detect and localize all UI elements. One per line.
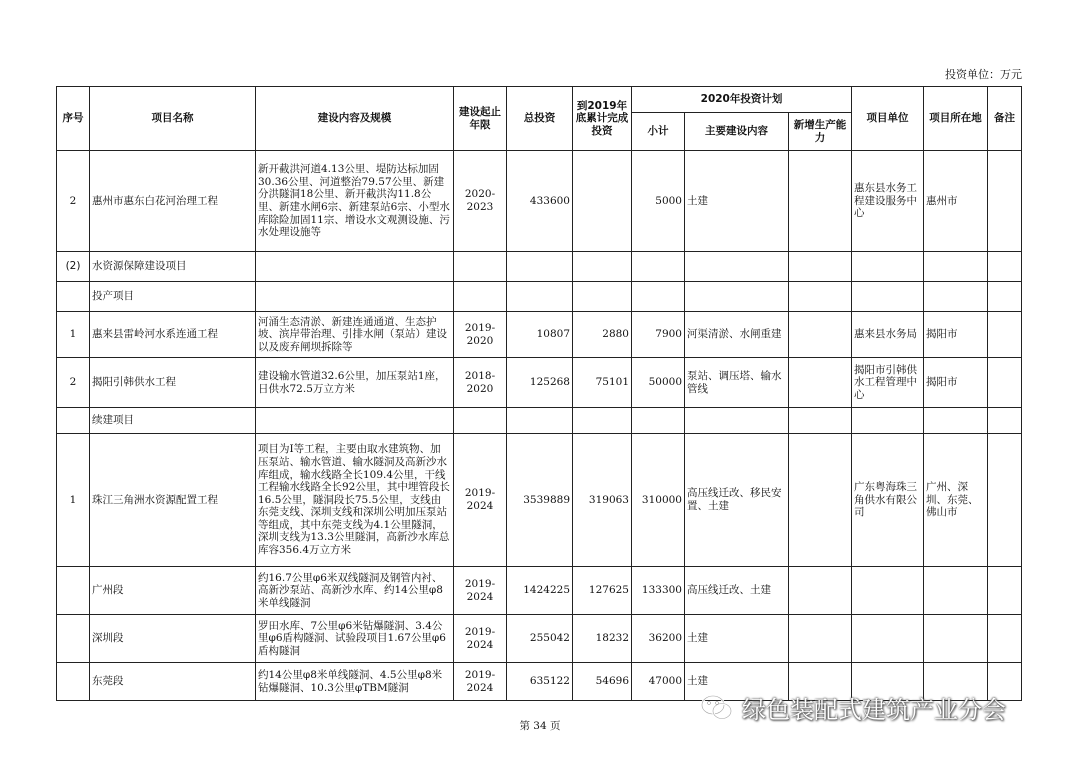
cell-location: 揭阳市	[924, 312, 988, 358]
cell-project-name: 东莞段	[90, 663, 256, 701]
cell-completed: 127625	[573, 567, 632, 615]
cell-project-name: 揭阳引韩供水工程	[90, 358, 256, 408]
cell-project-name: 深圳段	[90, 615, 256, 663]
cell-period: 2019-2024	[454, 567, 507, 615]
cell-main-content: 土建	[685, 151, 789, 252]
cell-seq: 1	[57, 312, 90, 358]
cell-period: 2019-2024	[454, 434, 507, 567]
cell-total: 433600	[507, 151, 573, 252]
cell-total: 125268	[507, 358, 573, 408]
cell-unit: 惠东县水务工程建设服务中心	[852, 151, 924, 252]
cell-unit: 惠来县水务局	[852, 312, 924, 358]
table-row	[57, 312, 1022, 358]
header-seq: 序号	[57, 87, 90, 151]
cell-main-content: 泵站、调压塔、输水管线	[685, 358, 789, 408]
cell-completed	[573, 151, 632, 252]
header-period: 建设起止年限	[454, 87, 507, 151]
cell-seq: 1	[57, 434, 90, 567]
investment-plan-table	[56, 86, 1022, 701]
table-row	[57, 567, 1022, 615]
cell-main-content: 高压线迁改、土建	[685, 567, 789, 615]
header-total: 总投资	[507, 87, 573, 151]
cell-location: 广州、深圳、东莞、佛山市	[924, 434, 988, 567]
header-new-capacity: 新增生产能力	[789, 113, 852, 151]
header-completed: 到2019年底累计完成投资	[573, 87, 632, 151]
cell-total: 1424225	[507, 567, 573, 615]
cell-remark	[988, 358, 1022, 408]
section-number: (2)	[57, 252, 90, 282]
table-row	[57, 434, 1022, 567]
cell-content: 项目为Ⅰ等工程，主要由取水建筑物、加压泵站、输水管道、输水隧洞及高新沙水库组成，输水线路全长109.4公里，干线工程输水线路全长92公里，其中埋管段长16.5公里，隧洞段长75.5公里，支线由东莞支线、深圳支线和深圳公明加压泵站等组成，其中东莞支线为4.1公里隧洞，深圳支线为13.3公里隧洞，高新沙水库总库容356.4万立方米	[256, 434, 454, 567]
cell-content: 河涌生态清淤、新建连通通道、生态护坡、滨岸带治理、引排水闸（泵站）建设以及废弃闸坝拆除等	[256, 312, 454, 358]
cell-capacity	[789, 358, 852, 408]
header-location: 项目所在地	[924, 87, 988, 151]
cell-location: 揭阳市	[924, 358, 988, 408]
subsection-title: 续建项目	[90, 408, 256, 434]
cell-completed: 18232	[573, 615, 632, 663]
page-number: 第 34 页	[519, 720, 561, 732]
subsection-row	[57, 282, 1022, 312]
cell-location	[924, 615, 988, 663]
watermark	[700, 690, 1006, 725]
cell-subtotal: 310000	[632, 434, 685, 567]
cell-subtotal: 7900	[632, 312, 685, 358]
cell-seq	[57, 615, 90, 663]
cell-completed: 54696	[573, 663, 632, 701]
cell-content: 建设输水管道32.6公里，加压泵站1座，日供水72.5万立方米	[256, 358, 454, 408]
header-unit: 项目单位	[852, 87, 924, 151]
cell-period: 2020-2023	[454, 151, 507, 252]
cell-capacity	[789, 151, 852, 252]
cell-main-content: 土建	[685, 663, 789, 701]
cell-content: 约16.7公里φ6米双线隧洞及钢管内衬、高新沙泵站、高新沙水库、约14公里φ8米单线隧洞	[256, 567, 454, 615]
cell-remark	[988, 615, 1022, 663]
header-content: 建设内容及规模	[256, 87, 454, 151]
cell-total: 635122	[507, 663, 573, 701]
cell-capacity	[789, 434, 852, 567]
cell-remark	[988, 312, 1022, 358]
cell-subtotal: 5000	[632, 151, 685, 252]
cell-seq	[57, 663, 90, 701]
cell-project-name: 广州段	[90, 567, 256, 615]
cell-period: 2019-2024	[454, 615, 507, 663]
section-row	[57, 252, 1022, 282]
cell-content: 约14公里φ8米单线隧洞、4.5公里φ8米钻爆隧洞、10.3公里φTBM隧洞	[256, 663, 454, 701]
cell-completed: 75101	[573, 358, 632, 408]
table-row	[57, 358, 1022, 408]
cell-period: 2019-2024	[454, 663, 507, 701]
cell-main-content: 高压线迁改、移民安置、土建	[685, 434, 789, 567]
cell-main-content: 河渠清淤、水闸重建	[685, 312, 789, 358]
cell-project-name: 珠江三角洲水资源配置工程	[90, 434, 256, 567]
cell-unit	[852, 567, 924, 615]
cell-period: 2019-2020	[454, 312, 507, 358]
cell-project-name: 惠州市惠东白花河治理工程	[90, 151, 256, 252]
cell-total: 10807	[507, 312, 573, 358]
header-project-name: 项目名称	[90, 87, 256, 151]
wechat-logo-icon	[700, 694, 734, 722]
cell-subtotal: 36200	[632, 615, 685, 663]
cell-content: 新开截洪河道4.13公里、堤防达标加固30.36公里、河道整治79.57公里、新建分洪隧洞18公里、新开截洪沟11.8公里、新建水闸6宗、新建泵站6宗、小型水库除险加固11宗、增设水文观测设施、污水处理设施等	[256, 151, 454, 252]
cell-content: 罗田水库、7公里φ6米钻爆隧洞、3.4公里φ6盾构隧洞、试验段项目1.67公里φ6盾构隧洞	[256, 615, 454, 663]
cell-total: 3539889	[507, 434, 573, 567]
section-title: 水资源保障建设项目	[90, 252, 256, 282]
cell-main-content: 土建	[685, 615, 789, 663]
cell-seq: 2	[57, 151, 90, 252]
subsection-row	[57, 408, 1022, 434]
header-plan-2020: 2020年投资计划	[632, 87, 852, 113]
watermark-text: 绿色装配式建筑产业分会	[742, 696, 1006, 724]
cell-location: 惠州市	[924, 151, 988, 252]
table-row	[57, 151, 1022, 252]
cell-period: 2018-2020	[454, 358, 507, 408]
cell-capacity	[789, 312, 852, 358]
cell-subtotal: 133300	[632, 567, 685, 615]
cell-capacity	[789, 615, 852, 663]
header-main-content: 主要建设内容	[685, 113, 789, 151]
cell-unit	[852, 615, 924, 663]
cell-completed: 2880	[573, 312, 632, 358]
cell-remark	[988, 567, 1022, 615]
cell-subtotal: 50000	[632, 358, 685, 408]
cell-seq	[57, 567, 90, 615]
investment-unit-label: 投资单位：万元	[945, 68, 1022, 81]
cell-remark	[988, 151, 1022, 252]
cell-completed: 319063	[573, 434, 632, 567]
header-remark: 备注	[988, 87, 1022, 151]
cell-capacity	[789, 567, 852, 615]
subsection-title: 投产项目	[90, 282, 256, 312]
table-row	[57, 615, 1022, 663]
cell-subtotal: 47000	[632, 663, 685, 701]
cell-unit: 广东粤海珠三角供水有限公司	[852, 434, 924, 567]
header-subtotal: 小计	[632, 113, 685, 151]
cell-seq: 2	[57, 358, 90, 408]
cell-total: 255042	[507, 615, 573, 663]
cell-unit: 揭阳市引韩供水工程管理中心	[852, 358, 924, 408]
cell-project-name: 惠来县雷岭河水系连通工程	[90, 312, 256, 358]
cell-location	[924, 567, 988, 615]
cell-remark	[988, 434, 1022, 567]
